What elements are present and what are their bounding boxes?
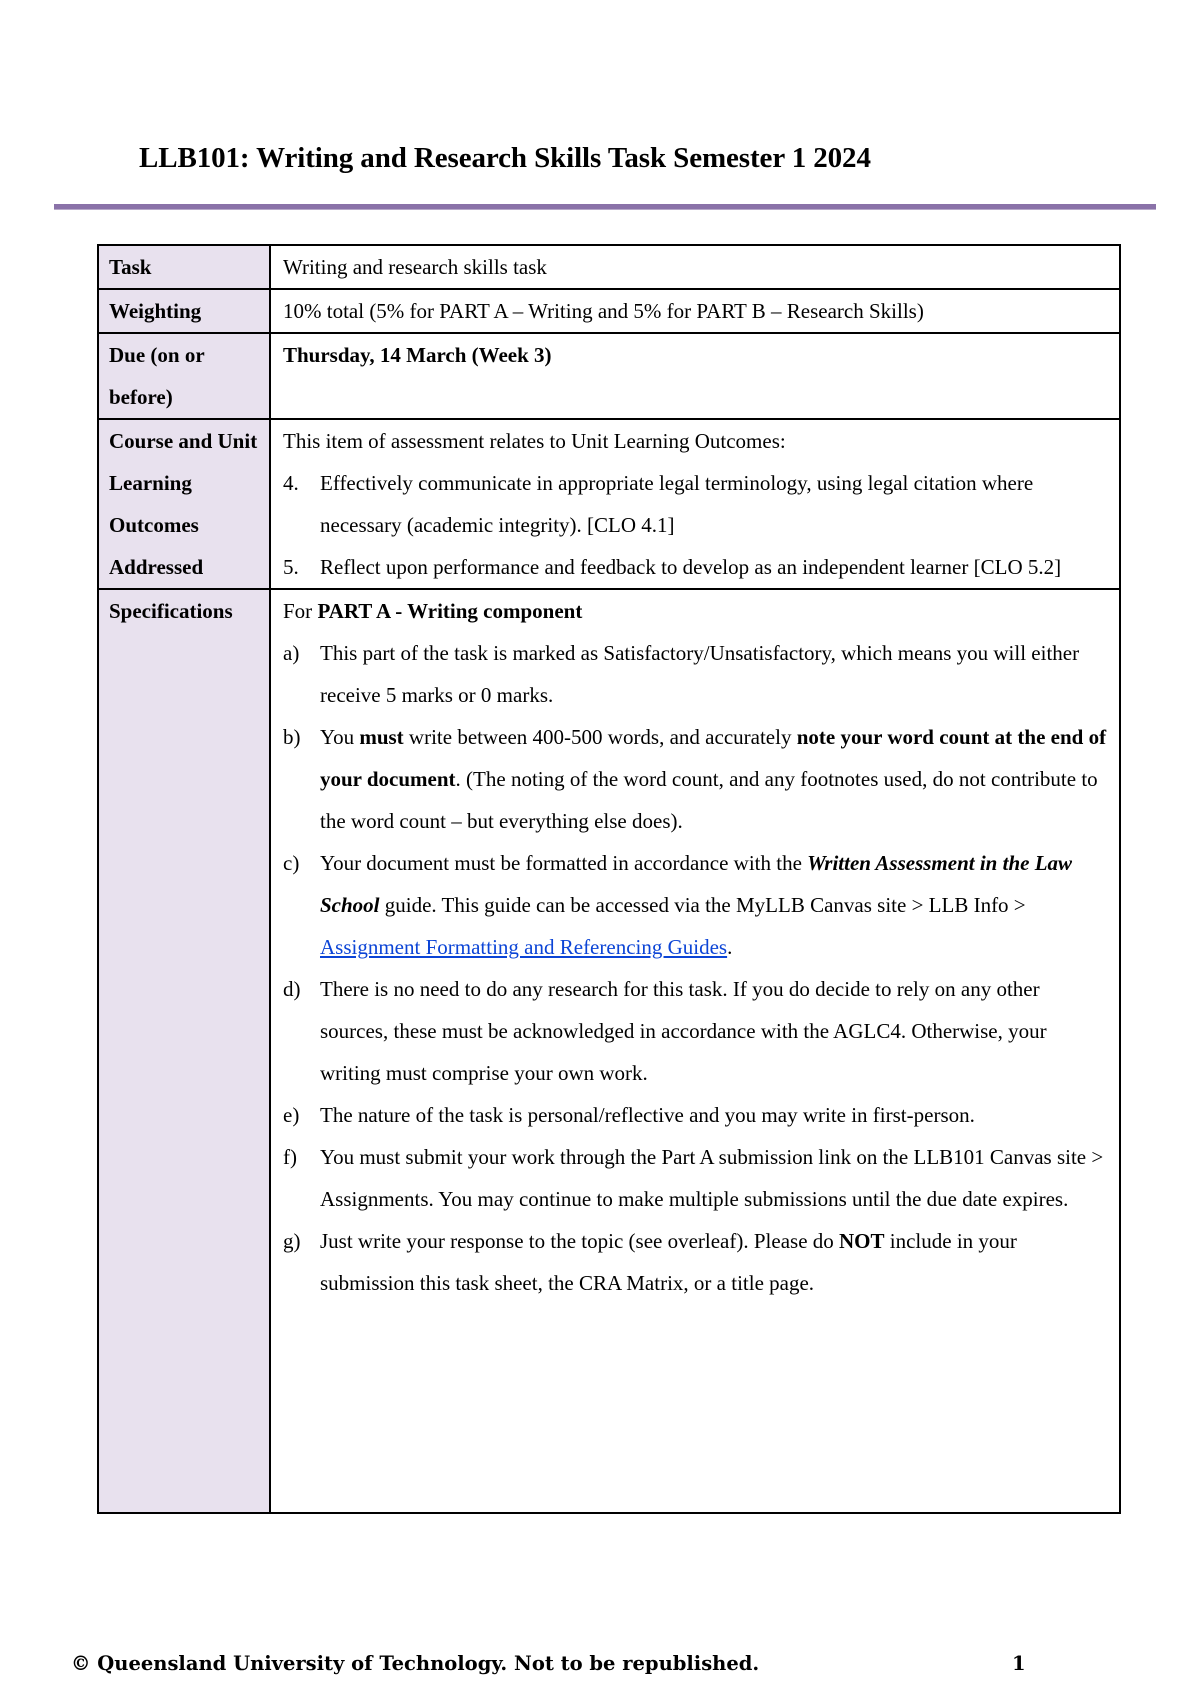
table-row-weighting [98,289,1120,333]
text-run: Your document must be formatted in accordance with the [320,851,808,875]
title-divider [54,204,1156,210]
list-marker: c) [283,851,300,875]
list-marker: f) [283,1145,297,1169]
list-item [283,968,1109,1094]
table-row-outcomes [98,419,1120,589]
table-row-due [98,333,1120,419]
list-item-text: The nature of the task is personal/reflective and you may write in first-person. [320,1103,975,1127]
specifications-value [270,589,1120,1513]
text-run: You [320,725,360,749]
weighting-value: 10% total (5% for PART A – Writing and 5% for PART B – Research Skills) [270,289,1120,333]
text-run: . [727,935,733,959]
list-marker: 5. [283,555,299,579]
footer-page-number: 1 [1012,1652,1026,1675]
table-row-task [98,245,1120,289]
text-run: include in your submission this task sheet, the CRA Matrix, or a title page. [320,1229,1017,1295]
emphasis-must: must [359,725,404,749]
outcomes-label: Course and Unit Learning Outcomes Addressed [98,419,270,589]
text-run: . (The noting of the word count, and any footnotes used, do not contribute to the word count – but everything else does). [320,767,1098,833]
list-item [283,1094,1109,1136]
list-item [283,842,1109,968]
list-marker: a) [283,641,300,665]
intro-part-a: PART A - Writing component [317,599,583,623]
outcomes-value [270,419,1120,589]
list-marker: b) [283,725,301,749]
list-marker: 4. [283,471,299,495]
emphasis-not: NOT [839,1229,885,1253]
list-item-text: Reflect upon performance and feedback to develop as an independent learner [CLO 5.2] [320,555,1062,579]
list-marker: g) [283,1229,301,1253]
list-item [283,462,1109,546]
task-value: Writing and research skills task [270,245,1120,289]
list-marker: d) [283,977,301,1001]
list-item-text [320,1229,1017,1295]
page-title: LLB101: Writing and Research Skills Task Semester 1 2024 [139,142,871,174]
weighting-label: Weighting [98,289,270,333]
list-item [283,1136,1109,1220]
emphasis-word-count: note your word count at the end of your document [320,725,1107,791]
text-run: Just write your response to the topic (see overleaf). Please do [320,1229,840,1253]
table-row-specifications [98,589,1120,1513]
task-details-table [97,244,1121,1514]
text-run: guide. This guide can be accessed via the MyLLB Canvas site > LLB Info > [379,893,1026,917]
specifications-intro [283,590,1109,632]
outcomes-list [283,462,1109,588]
due-value: Thursday, 14 March (Week 3) [270,333,1120,419]
list-marker: e) [283,1103,300,1127]
intro-prefix: For [283,599,318,623]
list-item-text [320,725,1106,833]
list-item-text [320,851,1072,959]
list-item [283,716,1109,842]
specifications-label: Specifications [98,589,270,1513]
list-item-text: Effectively communicate in appropriate legal terminology, using legal citation where necessary (academic integrity). [CLO 4.1] [320,471,1034,537]
specifications-list [283,632,1109,1304]
formatting-guides-link[interactable]: Assignment Formatting and Referencing Guides [320,935,728,959]
due-label: Due (on or before) [98,333,270,419]
list-item-text: This part of the task is marked as Satisfactory/Unsatisfactory, which means you will either receive 5 marks or 0 marks. [320,641,1080,707]
task-label: Task [98,245,270,289]
list-item [283,1220,1109,1304]
list-item [283,546,1109,588]
guide-title: Written Assessment in the Law School [320,851,1073,917]
text-run: write between 400-500 words, and accurately [403,725,797,749]
list-item-text: There is no need to do any research for this task. If you do decide to rely on any other sources, these must be acknowledged in accordance with the AGLC4. Otherwise, your writing must comprise your own work. [320,977,1047,1085]
list-item [283,632,1109,716]
list-item-text: You must submit your work through the Part A submission link on the LLB101 Canvas site > Assignments. You may continue to make multiple submissions until the due date expires. [320,1145,1104,1211]
outcomes-intro: This item of assessment relates to Unit Learning Outcomes: [283,429,786,453]
footer-copyright: © Queensland University of Technology. Not to be republished. [71,1652,760,1675]
